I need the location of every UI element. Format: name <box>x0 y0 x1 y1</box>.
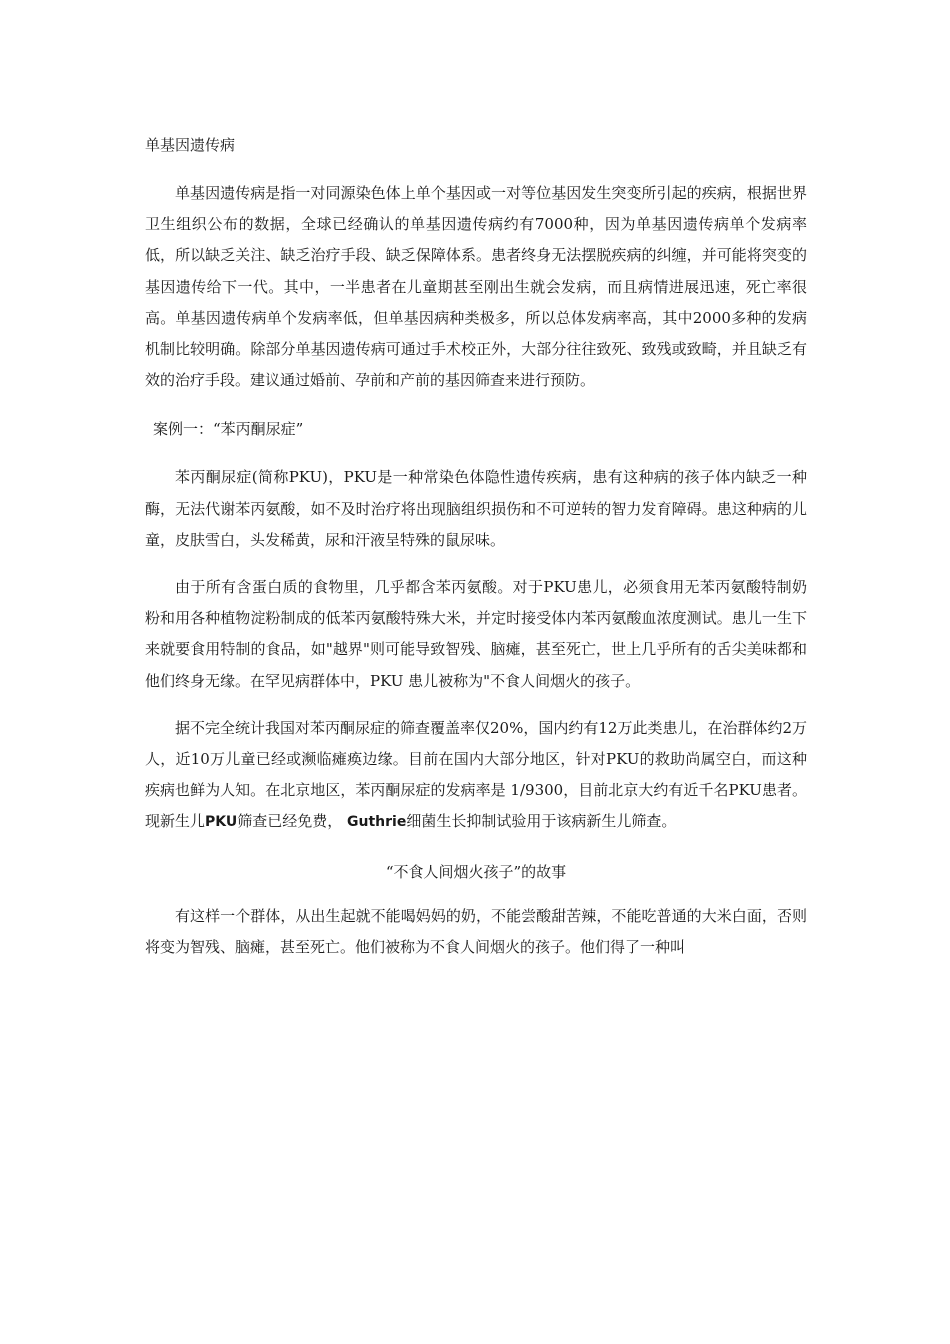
case-p3-text-3: 细菌生长抑制试验用于该病新生儿筛查。 <box>406 812 677 831</box>
case-paragraph-3 <box>145 713 807 839</box>
document-title: 单基因遗传病 <box>145 136 236 154</box>
case-p3-text-1: 据不完全统计我国对苯丙酮尿症的筛查覆盖率仅20%，国内约有12万此类患儿，在治群体约2万人，近10万儿童已经或濒临瘫痪边缘。目前在国内大部分地区，针对PKU的救助尚属空白，而这种疾病也鲜为人知。在北京地区，苯丙酮尿症的发病率是 1/9300，目前北京大约有近千名PKU患者。 现新生儿 <box>145 718 807 831</box>
intro-paragraph: 单基因遗传病是指一对同源染色体上单个基因或一对等位基因发生突变所引起的疾病，根据世界卫生组织公布的数据，全球已经确认的单基因遗传病约有7000种，因为单基因遗传病单个发病率低，所以缺乏关注、缺乏治疗手段、缺乏保障体系。患者终身无法摆脱疾病的纠缠，并可能将突变的基因遗传给下一代。其中，一半患者在儿童期甚至刚出生就会发病，而且病情进展迅速，死亡率很高。单基因遗传病单个发病率低，但单基因病种类极多，所以总体发病率高，其中2000多种的发病机制比较明确。除部分单基因遗传病可通过手术校正外，大部分往往致死、致残或致畸，并且缺乏有效的治疗手段。建议通过婚前、孕前和产前的基因筛查来进行预防。 <box>145 184 807 390</box>
document-page <box>145 128 807 979</box>
case-heading: 案例一：“苯丙酮尿症” <box>153 420 304 439</box>
case-paragraph-2: 由于所有含蛋白质的食物里，几乎都含苯丙氨酸。对于PKU患儿，必须食用无苯丙氨酸特制奶粉和用各种植物淀粉制成的低苯丙氨酸特殊大米，并定时接受体内苯丙氨酸血浓度测试。患儿一生下来就要食用特制的食品，如"越界"则可能导致智残、脑瘫，甚至死亡，世上几乎所有的舌尖美味都和他们终身无缘。在罕见病群体中，PKU 患儿被称为"不食人间烟火的孩子。 <box>145 578 807 690</box>
case-p3-bold-guthrie: Guthrie <box>347 814 407 831</box>
case-paragraph-1: 苯丙酮尿症(简称PKU)，PKU是一种常染色体隐性遗传疾病，患有这种病的孩子体内缺乏一种酶，无法代谢苯丙氨酸，如不及时治疗将出现脑组织损伤和不可逆转的智力发育障碍。患这种病的儿童，皮肤雪白，头发稀黄，尿和汗液呈特殊的鼠尿味。 <box>145 468 807 549</box>
case-p3-bold-pku: PKU <box>205 814 238 831</box>
story-heading: “不食人间烟火孩子”的故事 <box>385 862 567 881</box>
case-p3-text-2: 筛查已经免费， <box>237 812 348 831</box>
story-paragraph-1: 有这样一个群体，从出生起就不能喝妈妈的奶，不能尝酸甜苦辣，不能吃普通的大米白面，否则将变为智残、脑瘫，甚至死亡。他们被称为不食人间烟火的孩子。他们得了一种叫 <box>145 906 807 956</box>
